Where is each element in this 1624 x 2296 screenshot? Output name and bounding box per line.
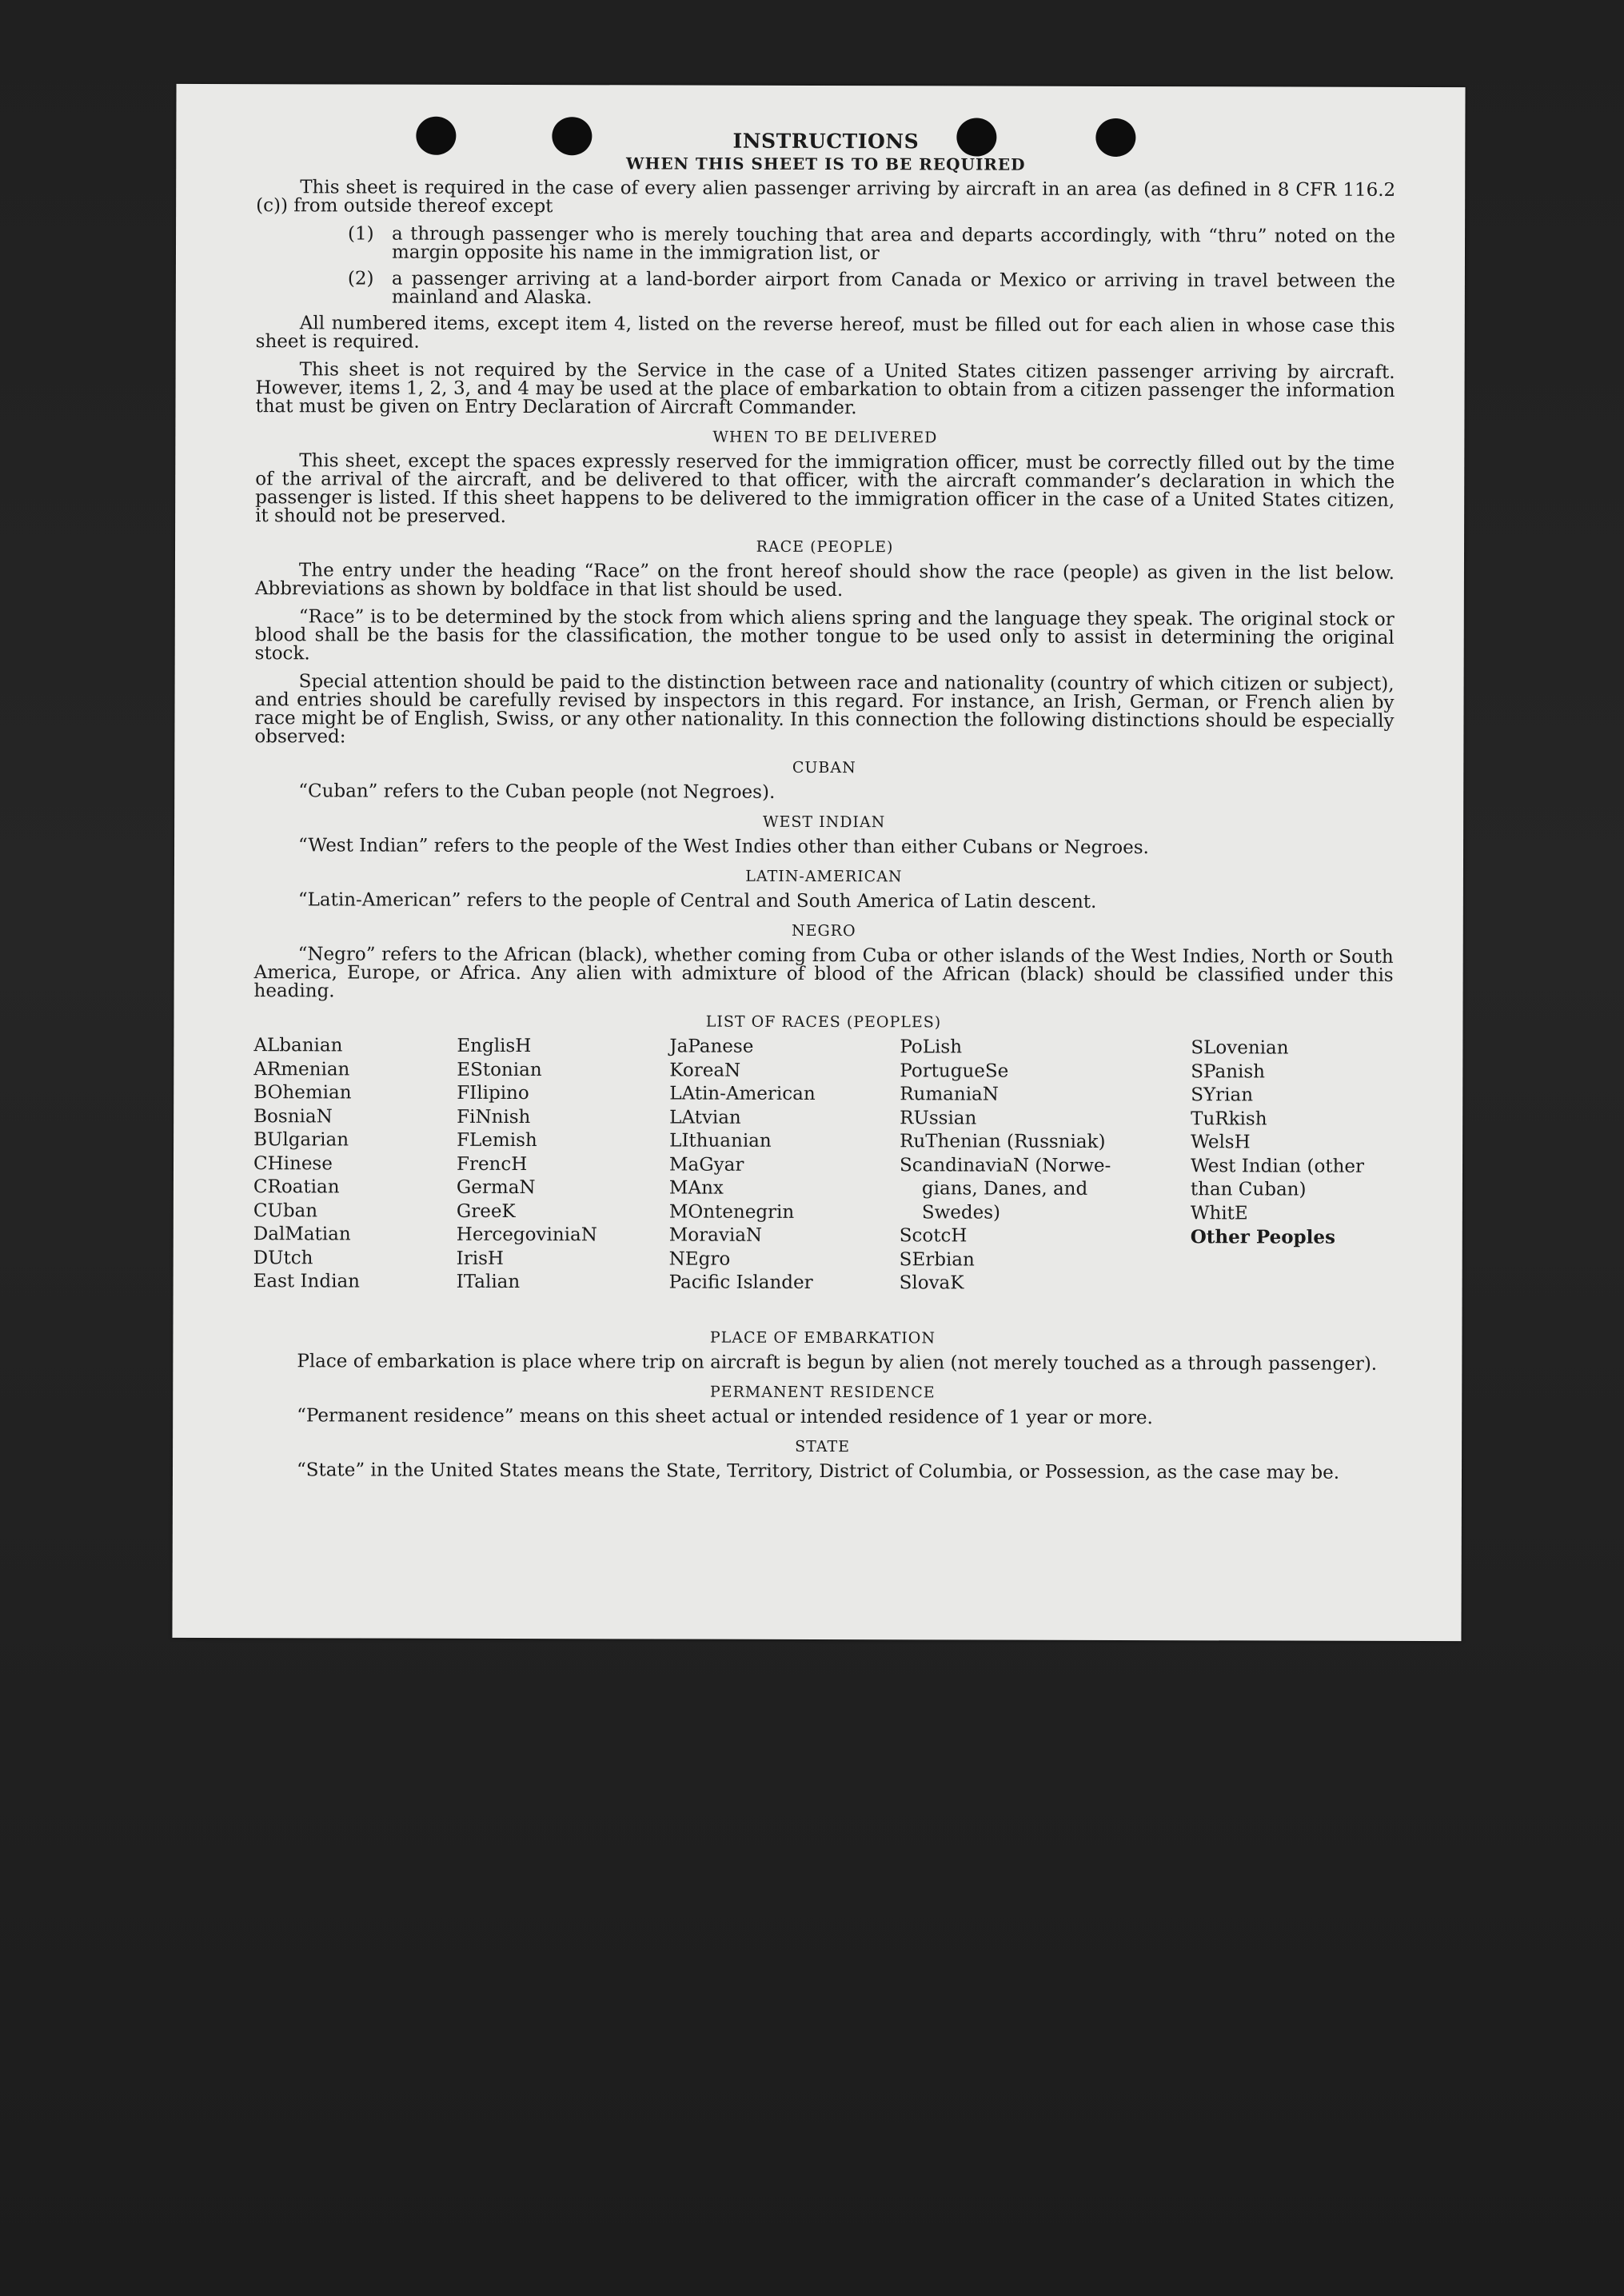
race-entry: DalMatian [253, 1224, 351, 1245]
numbered-items-paragraph: All numbered items, except item 4, listed on the reverse hereof, must be filled out for each alien in whose case this sheet is required. [255, 313, 1395, 353]
race-entry: ITalian [456, 1271, 521, 1293]
heading-list-of-races: LIST OF RACES (PEOPLES) [705, 1012, 942, 1032]
race-entry: FrencH [456, 1153, 528, 1175]
race-entry: BUlgarian [253, 1129, 349, 1151]
race-entry: DUtch [253, 1247, 313, 1268]
item-number: (2) [347, 268, 374, 289]
race-entry: MAnx [668, 1177, 724, 1199]
embarkation-paragraph: Place of embarkation is place where trip on aircraft is begun by alien (not merely touched as a through passenger). [297, 1351, 1378, 1375]
race-entry: BosniaN [253, 1105, 333, 1127]
race-entry: JaPanese [669, 1036, 754, 1057]
race-entry: PoLish [900, 1036, 963, 1058]
race-entry: SlovaK [899, 1272, 964, 1294]
heading-permanent-residence: PERMANENT RESIDENCE [709, 1383, 936, 1402]
race-entry: FiNnish [457, 1106, 531, 1128]
race-entry: RuThenian (Russniak) [900, 1131, 1106, 1152]
race-entry: East Indian [253, 1271, 361, 1292]
intro-paragraph: This sheet is required in the case of every alien passenger arriving by aircraft in an area (as defined in 8 CFR 116.2 (c)) from outside thereof except [256, 177, 1396, 218]
state-paragraph: “State” in the United States means the State, Territory, District of Columbia, or Possession, as the case may be. [296, 1459, 1340, 1483]
race-entry: SLovenian [1191, 1037, 1289, 1059]
race-entry: ScandinaviaN (Norwe- [899, 1154, 1111, 1176]
race-entry: ScotcH [899, 1225, 968, 1247]
race-entry: MaGyar [668, 1154, 744, 1176]
race-entry: RumaniaN [900, 1084, 999, 1105]
citizen-paragraph: This sheet is not required by the Service in the case of a United States citizen passenger arriving by aircraft. However, items 1, 2, 3, and 4 may be used at the place of embarkation to obtain from a citizen passenger the information that must be given on Entry Declaration of Aircraft Commander. [255, 359, 1395, 419]
race-entry: EnglisH [457, 1035, 532, 1057]
race-paragraph: The entry under the heading “Race” on the front hereof should show the race (people) as given in the list below. Abbreviations as shown by boldface in that list should be used. [254, 560, 1395, 601]
race-entry: MOntenegrin [668, 1201, 795, 1223]
race-entry: EStonian [457, 1059, 542, 1080]
races-column [900, 1038, 1111, 1298]
race-entry: CRoatian [253, 1176, 340, 1198]
item-number: (1) [348, 223, 374, 245]
race-entry: ALbanian [253, 1035, 343, 1056]
race-entry: CHinese [253, 1152, 333, 1174]
race-entry: WhitE [1190, 1202, 1248, 1224]
heading-negro: NEGRO [791, 921, 856, 940]
heading-state: STATE [795, 1437, 851, 1456]
race-entry: PortugueSe [900, 1060, 1009, 1082]
item-text: a passenger arriving at a land-border airport from Canada or Mexico or arriving in travel between the mainland and Alaska. [391, 268, 1395, 309]
races-column [669, 1038, 816, 1298]
race-entry: IrisH [456, 1248, 505, 1269]
race-entry: FIlipino [457, 1082, 529, 1104]
race-entry: GermaN [456, 1176, 536, 1199]
exception-item [348, 270, 1395, 309]
heading-latin-american: LATIN-AMERICAN [745, 867, 903, 886]
race-entry: West Indian (other [1190, 1155, 1365, 1177]
race-entry: than Cuban) [1190, 1179, 1307, 1200]
race-entry: gians, Danes, and [921, 1178, 1088, 1200]
race-entry: HercegoviniaN [456, 1224, 597, 1246]
heading-race: RACE (PEOPLE) [756, 537, 894, 557]
race-entry: ARmenian [253, 1058, 350, 1080]
negro-definition: “Negro” refers to the African (black), whether coming from Cuba or other islands of the West Indies, North or South America, Europe, or Africa. Any alien with admixture of blood of the African (black) should be classified under this heading. [253, 944, 1394, 1002]
document-body [253, 130, 1395, 1492]
race-entry: SErbian [899, 1248, 975, 1271]
race-entry: CUban [253, 1200, 318, 1221]
document-page [172, 84, 1465, 1641]
race-entry: LIthuanian [669, 1130, 772, 1152]
races-column [1191, 1039, 1365, 1252]
race-entry: WelsH [1191, 1132, 1251, 1153]
page-title: INSTRUCTIONS [732, 129, 920, 154]
races-column [253, 1036, 361, 1296]
race-entry: LAtin-American [669, 1083, 816, 1104]
latin-american-definition: “Latin-American” refers to the people of Central and South America of Latin descent. [297, 889, 1097, 912]
race-entry: GreeK [456, 1200, 516, 1222]
heading-place-of-embarkation: PLACE OF EMBARKATION [709, 1328, 936, 1348]
race-entry: LAtvian [669, 1107, 741, 1128]
heading-when-delivered: WHEN TO BE DELIVERED [712, 428, 938, 447]
race-entry: Other Peoples [1190, 1226, 1336, 1248]
item-text: a through passenger who is merely touching that area and departs accordingly, with “thru” noted on the margin opposite his name in the immigration list, or [391, 223, 1396, 265]
race-entry: BOhemian [253, 1082, 352, 1104]
race-entry: KoreaN [669, 1060, 741, 1081]
race-entry: SYrian [1191, 1084, 1254, 1106]
heading-west-indian: WEST INDIAN [762, 813, 886, 832]
race-entry: NEgro [668, 1248, 731, 1270]
race-entry: SPanish [1191, 1060, 1266, 1082]
race-entry: Pacific Islander [668, 1272, 813, 1293]
race-entry: MoraviaN [668, 1224, 763, 1246]
west-indian-definition: “West Indian” refers to the people of the West Indies other than either Cubans or Negroes. [298, 835, 1149, 859]
race-entry: TuRkish [1191, 1108, 1267, 1129]
race-entry: RUssian [900, 1107, 977, 1129]
race-entry: FLemish [457, 1129, 537, 1152]
race-paragraph: Special attention should be paid to the distinction between race and nationality (country of which citizen or subject), and entries should be carefully revised by inspectors in this regard. For instance, an Irish, German, or French alien by race might be of English, Swiss, or any other nationality. In this connection the following distinctions should be especially observed: [254, 671, 1395, 748]
exception-item [348, 225, 1395, 264]
race-entry: Swedes) [921, 1201, 1001, 1224]
cuban-definition: “Cuban” refers to the Cuban people (not Negroes). [298, 781, 776, 803]
heading-when-required: WHEN THIS SHEET IS TO BE REQUIRED [626, 154, 1026, 174]
races-list [253, 1036, 1394, 1320]
races-column [457, 1037, 598, 1297]
delivered-paragraph: This sheet, except the spaces expressly reserved for the immigration officer, must be correctly filled out by the time of the arrival of the aircraft, and be delivered to that officer, with the aircraft commander’s declaration in which the passenger is listed. If this sheet happens to be delivered to the immigration officer in the case of a United States citizen, it should not be preserved. [255, 450, 1395, 527]
residence-paragraph: “Permanent residence” means on this sheet actual or intended residence of 1 year or more. [297, 1405, 1153, 1429]
race-paragraph: “Race” is to be determined by the stock from which aliens spring and the language they speak. The original stock or blood shall be the basis for the classification, the mother tongue to be used only to assist in determining the original stock. [254, 606, 1395, 665]
heading-cuban: CUBAN [792, 758, 856, 777]
